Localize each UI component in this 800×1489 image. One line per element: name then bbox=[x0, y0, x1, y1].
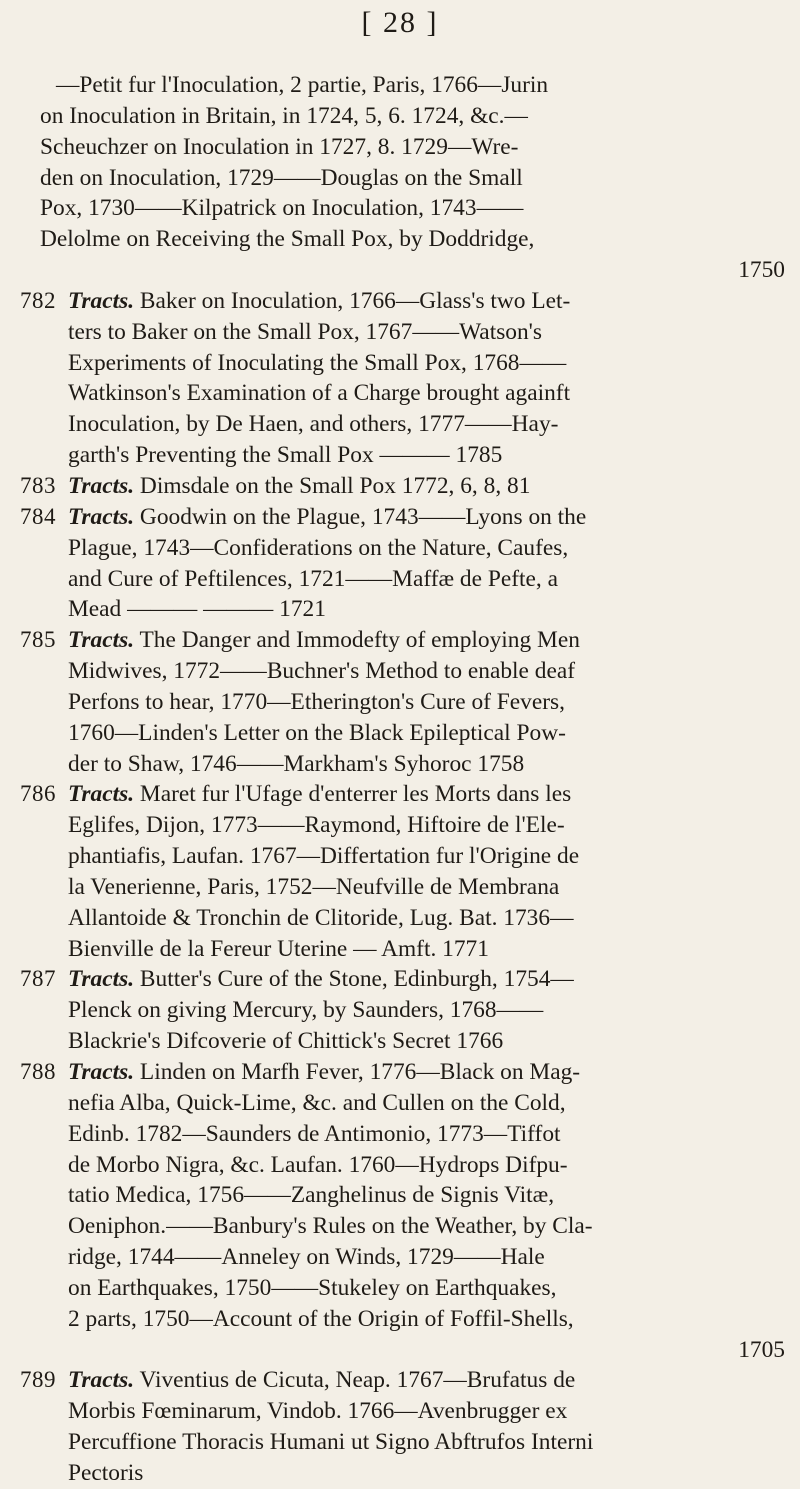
entry-number: 784 bbox=[20, 503, 56, 529]
text-line: Pox, 1730——Kilpatrick on Inoculation, 1743—— bbox=[40, 195, 524, 222]
catalogue-entry bbox=[20, 779, 785, 964]
text-line: la Venerienne, Paris, 1752—Neufville de Membrana bbox=[68, 873, 560, 900]
text-line bbox=[68, 286, 785, 317]
entry-text: Viventius de Cicuta, Neap. 1767—Brufatus de bbox=[139, 1367, 576, 1394]
text-line: on Inoculation in Britain, in 1724, 5, 6. 1724, &c.— bbox=[40, 102, 528, 129]
text-line: Perfons to hear, 1770—Etherington's Cure of Fevers, bbox=[68, 688, 565, 715]
entry-tag: Tracts. bbox=[68, 287, 135, 314]
entry-number: 787 bbox=[20, 966, 56, 992]
text-line: Delolme on Receiving the Small Pox, by Doddridge, bbox=[40, 226, 535, 253]
text-line: Experiments of Inoculating the Small Pox, 1768—— bbox=[68, 349, 567, 376]
catalogue-entry bbox=[20, 471, 785, 502]
entry-text: Linden on Marfh Fever, 1776—Black on Mag- bbox=[139, 1059, 581, 1085]
text-line: on Earthquakes, 1750——Stukeley on Earthquakes, bbox=[68, 1274, 557, 1301]
text-line: Pectoris bbox=[68, 1459, 144, 1486]
entry-text: Dimsdale on the Small Pox 1772, 6, 8, 81 bbox=[139, 472, 531, 499]
entry-text: Butter's Cure of the Stone, Edinburgh, 1754— bbox=[139, 966, 574, 993]
text-line: Mead ——— ——— 1721 bbox=[68, 596, 326, 623]
text-line: 1760—Linden's Letter on the Black Epileptical Pow- bbox=[68, 719, 566, 746]
text-line: 1705 bbox=[738, 1336, 785, 1363]
entry-number: 783 bbox=[20, 472, 56, 498]
text-line: Watkinson's Examination of a Charge brought againft bbox=[68, 380, 571, 407]
text-line: Oeniphon.——Banbury's Rules on the Weather, by Cla- bbox=[68, 1213, 593, 1240]
text-line: der to Shaw, 1746——Markham's Syhoroc 1758 bbox=[68, 750, 525, 777]
text-line: den on Inoculation, 1729——Douglas on the Small bbox=[40, 164, 523, 191]
text-line: nefia Alba, Quick-Lime, &c. and Cullen on the Cold, bbox=[68, 1089, 566, 1116]
text-line bbox=[68, 502, 785, 533]
catalogue-entry bbox=[20, 286, 785, 471]
entry-number: 786 bbox=[20, 781, 56, 807]
catalogue-entry bbox=[20, 625, 785, 779]
text-line bbox=[68, 779, 785, 810]
text-line: Plague, 1743—Confiderations on the Nature, Caufes, bbox=[68, 534, 569, 561]
text-line: Allantoide & Tronchin de Clitoride, Lug. Bat. 1736— bbox=[68, 904, 574, 931]
page-number: [ 28 ] bbox=[361, 6, 439, 39]
text-line: and Cure of Peftilences, 1721——Maffæ de Pefte, a bbox=[68, 565, 558, 592]
text-line: ridge, 1744——Anneley on Winds, 1729——Hale bbox=[68, 1244, 545, 1271]
entry-tag: Tracts. bbox=[68, 503, 135, 530]
text-line: ters to Baker on the Small Pox, 1767——Watson's bbox=[68, 318, 543, 345]
text-line: Percuffione Thoracis Humani ut Signo Abftrufos Interni bbox=[68, 1429, 594, 1456]
catalogue-entry bbox=[20, 964, 785, 1057]
text-line: —Petit fur l'Inoculation, 2 partie, Paris, 1766—Jurin bbox=[56, 72, 549, 98]
text-line: garth's Preventing the Small Pox ——— 1785 bbox=[68, 442, 503, 469]
text-line: de Morbo Nigra, &c. Laufan. 1760—Hydrops Difpu- bbox=[68, 1151, 568, 1178]
entry-number: 782 bbox=[20, 287, 56, 313]
entry-tag: Tracts. bbox=[68, 1367, 135, 1394]
entry-text: Goodwin on the Plague, 1743——Lyons on the bbox=[139, 503, 587, 530]
text-line: Morbis Fœminarum, Vindob. 1766—Avenbrugger ex bbox=[68, 1398, 568, 1425]
text-line: Inoculation, by De Haen, and others, 1777——Hay- bbox=[68, 411, 559, 438]
entry-tag: Tracts. bbox=[68, 781, 135, 808]
text-line bbox=[68, 625, 785, 656]
text-line bbox=[68, 964, 785, 995]
entry-list bbox=[20, 286, 785, 1489]
text-line bbox=[68, 1365, 785, 1396]
entry-number: 785 bbox=[20, 627, 56, 653]
catalogue-entry bbox=[20, 1057, 785, 1365]
text-line: Eglifes, Dijon, 1773——Raymond, Hiftoire de l'Ele- bbox=[68, 812, 565, 839]
text-line: Edinb. 1782—Saunders de Antimonio, 1773—Tiffot bbox=[68, 1120, 561, 1147]
text-line: 1750 bbox=[738, 257, 785, 284]
entry-number: 789 bbox=[20, 1367, 56, 1393]
text-line: 2 parts, 1750—Account of the Origin of Foffil-Shells, bbox=[68, 1305, 574, 1332]
text-line bbox=[68, 1057, 785, 1088]
entry-tag: Tracts. bbox=[68, 966, 135, 993]
continued-entry bbox=[40, 70, 785, 286]
catalogue-entry bbox=[20, 502, 785, 625]
entry-tag: Tracts. bbox=[68, 1059, 135, 1085]
text-line: phantiafis, Laufan. 1767—Differtation fur l'Origine de bbox=[68, 843, 580, 870]
text-line bbox=[68, 471, 785, 502]
text-line: Bienville de la Fereur Uterine — Amft. 1771 bbox=[68, 935, 489, 962]
entry-text: Baker on Inoculation, 1766—Glass's two Let- bbox=[139, 287, 571, 314]
entry-tag: Tracts. bbox=[68, 627, 135, 654]
entry-tag: Tracts. bbox=[68, 472, 135, 499]
entry-text: Maret fur l'Ufage d'enterrer les Morts dans les bbox=[139, 781, 572, 808]
text-line: Plenck on giving Mercury, by Saunders, 1768—— bbox=[68, 997, 544, 1024]
text-line: Blackrie's Difcoverie of Chittick's Secret 1766 bbox=[68, 1028, 504, 1055]
entry-text: The Danger and Immodefty of employing Men bbox=[139, 627, 580, 654]
text-line: Midwives, 1772——Buchner's Method to enable deaf bbox=[68, 658, 576, 685]
text-line: tatio Medica, 1756——Zanghelinus de Signis Vitæ, bbox=[68, 1182, 555, 1209]
catalogue-entry bbox=[20, 1365, 785, 1488]
catalogue-text bbox=[20, 70, 785, 1489]
text-line: Scheuchzer on Inoculation in 1727, 8. 1729—Wre- bbox=[40, 133, 519, 160]
entry-number: 788 bbox=[20, 1059, 56, 1084]
